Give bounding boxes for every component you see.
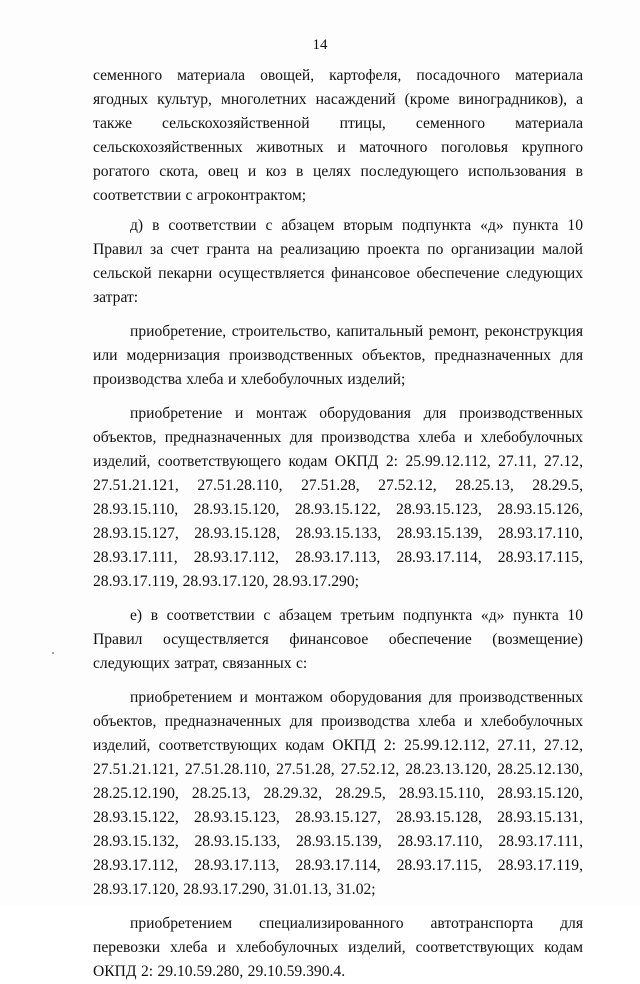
document-body (93, 64, 583, 984)
scan-speck (52, 652, 54, 654)
paragraph-e: е) в соответствии с абзацем третьим подпункта «д» пункта 10 Правил осуществляется финансовое обеспечение (возмещение) следующих затрат, связанных с: (93, 607, 583, 672)
paragraph-e-item-1: приобретением и монтажом оборудования для производственных объектов, предназначенных для производства хлеба и хлебобулочных изделий, соответствующих кодам ОКПД 2: 25.99.12.112, 27.11, 27.12, 27.51.21.121, 27.51.28.110, 27.51.28, 27.52.12, 28.23.13.120, 28.25.12.130, 28.25.12.190, 28.25.13, 28.29.32, 28.29.5, 28.93.15.110, 28.93.15.120, 28.93.15.122, 28.93.15.123, 28.93.15.127, 28.93.15.128, 28.93.15.131, 28.93.15.132, 28.93.15.133, 28.93.15.139, 28.93.17.110, 28.93.17.111, 28.93.17.112, 28.93.17.113, 28.93.17.114, 28.93.17.115, 28.93.17.119, 28.93.17.120, 28.93.17.290, 31.01.13, 31.02; (93, 689, 583, 898)
paragraph-continuation: семенного материала овощей, картофеля, посадочного материала ягодных культур, многолетних насаждений (кроме виноградников), а также сельскохозяйственной птицы, семенного материала сельскохозяйственных животных и маточного поголовья крупного рогатого скота, овец и коз в целях последующего использования в соответствии с агроконтрактом; (93, 67, 583, 204)
page-number: 14 (312, 37, 328, 53)
paragraph-d-item-1: приобретение, строительство, капитальный ремонт, реконструкция или модернизация производственных объектов, предназначенных для производства хлеба и хлебобулочных изделий; (93, 323, 583, 388)
paragraph-d-item-2: приобретение и монтаж оборудования для производственных объектов, предназначенных для производства хлеба и хлебобулочных изделий, соответствующего кодам ОКПД 2: 25.99.12.112, 27.11, 27.12, 27.51.21.121, 27.51.28.110, 27.51.28, 27.52.12, 28.25.13, 28.29.5, 28.93.15.110, 28.93.15.120, 28.93.15.122, 28.93.15.123, 28.93.15.126, 28.93.15.127, 28.93.15.128, 28.93.15.133, 28.93.15.139, 28.93.17.110, 28.93.17.111, 28.93.17.112, 28.93.17.113, 28.93.17.114, 28.93.17.115, 28.93.17.119, 28.93.17.120, 28.93.17.290; (93, 405, 583, 590)
paragraph-d: д) в соответствии с абзацем вторым подпункта «д» пункта 10 Правил за счет гранта на реализацию проекта по организации малой сельской пекарни осуществляется финансовое обеспечение следующих затрат: (93, 217, 583, 306)
paragraph-e-item-2: приобретением специализированного автотранспорта для перевозки хлеба и хлебобулочных изделий, соответствующих кодам ОКПД 2: 29.10.59.280, 29.10.59.390.4. (93, 915, 583, 980)
